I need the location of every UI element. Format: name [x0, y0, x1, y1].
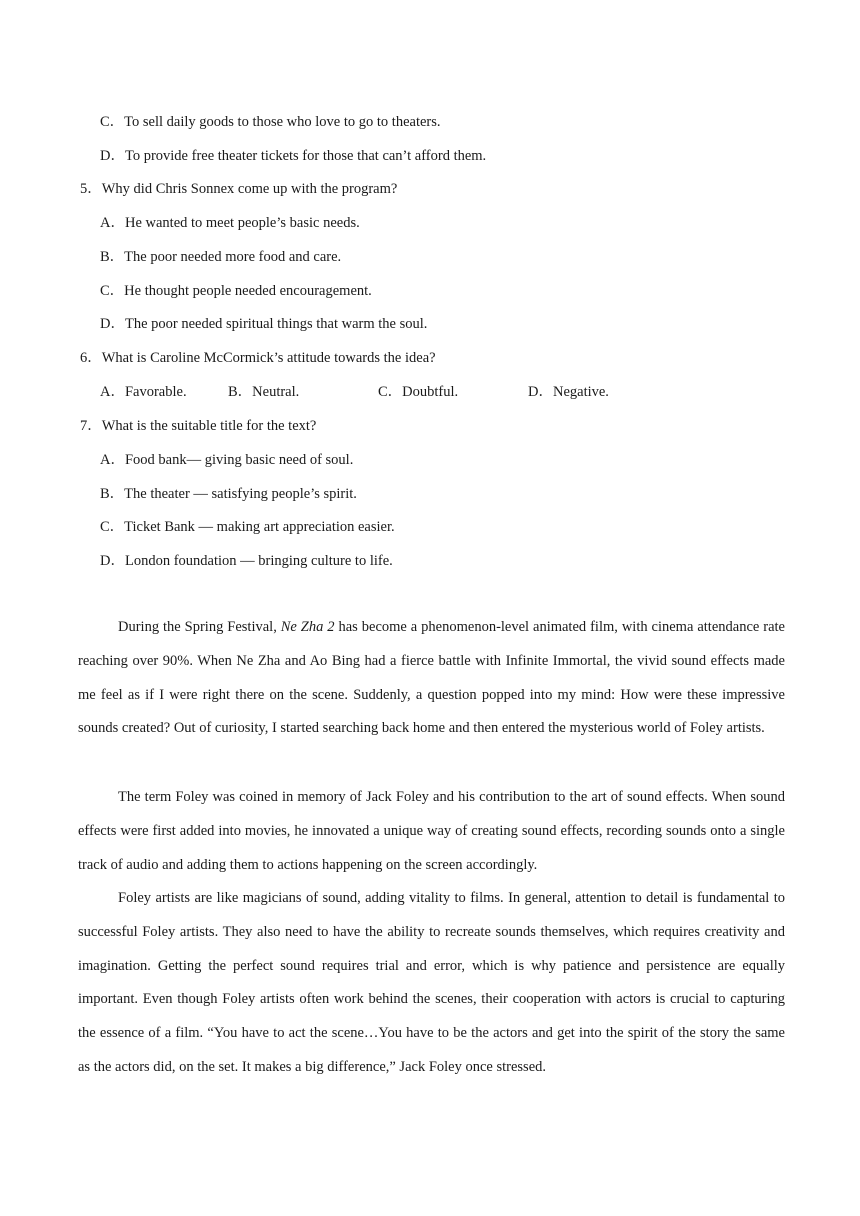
- question-7-option-d: D．London foundation — bringing culture to life.: [100, 553, 393, 569]
- question-6-option-b: B．Neutral.: [228, 384, 300, 400]
- option-d-q4: D．To provide free theater tickets for those that can’t afford them.: [100, 148, 487, 164]
- passage-paragraph-1: [78, 611, 785, 746]
- question-5-option-b: B．The poor needed more food and care.: [100, 249, 342, 265]
- paragraph-1-text-rest: has become a phenomenon-level animated film, with cinema attendance rate reaching over 90%. When Ne Zha and Ao Bing had a fierce battle with Infinite Immortal, the vivid sound effects made me feel as if I were right there on the scene. Suddenly, a question popped into my mind: How were these impressive sounds created? Out of curiosity, I started searching back home and then entered the mysterious world of Foley artists.: [78, 619, 785, 737]
- option-c-q4: C．To sell daily goods to those who love to go to theaters.: [100, 114, 441, 130]
- question-7-option-c: C．Ticket Bank — making art appreciation easier.: [100, 519, 395, 535]
- question-7-stem: 7．What is the suitable title for the text?: [80, 418, 317, 434]
- film-title: Ne Zha 2: [280, 619, 335, 635]
- passage-paragraph-2: The term Foley was coined in memory of Jack Foley and his contribution to the art of sound effects. When sound effects were first added into movies, he innovated a unique way of creating sound effects, recording sounds onto a single track of audio and adding them to actions happening on the screen accordingly.: [78, 789, 785, 873]
- question-6-stem: 6．What is Caroline McCormick’s attitude towards the idea?: [80, 350, 436, 366]
- passage-paragraph-3: Foley artists are like magicians of sound, adding vitality to films. In general, attention to detail is fundamental to successful Foley artists. They also need to have the ability to recreate sounds themselves, which requires creativity and imagination. Getting the perfect sound requires trial and error, which is why patience and persistence are equally important. Even though Foley artists often work behind the scenes, their cooperation with actors is crucial to capturing the essence of a film. “You have to act the scene…You have to be the actors and get into the spirit of the story the same as the actors did, on the set. It makes a big difference,” Jack Foley once stressed.: [78, 890, 785, 1075]
- question-6-option-a: A．Favorable.: [100, 384, 187, 400]
- question-5-option-d: D．The poor needed spiritual things that warm the soul.: [100, 316, 428, 332]
- question-5-stem: 5．Why did Chris Sonnex come up with the program?: [80, 181, 398, 197]
- question-6-option-d: D．Negative.: [528, 384, 609, 400]
- question-7-option-b: B．The theater — satisfying people’s spirit.: [100, 486, 357, 502]
- question-6-option-c: C．Doubtful.: [378, 384, 459, 400]
- question-5-option-c: C．He thought people needed encouragement.: [100, 283, 372, 299]
- question-5-option-a: A．He wanted to meet people’s basic needs.: [100, 215, 360, 231]
- question-7-option-a: A．Food bank— giving basic need of soul.: [100, 452, 354, 468]
- paragraph-1-text-start: During the Spring Festival,: [118, 619, 281, 635]
